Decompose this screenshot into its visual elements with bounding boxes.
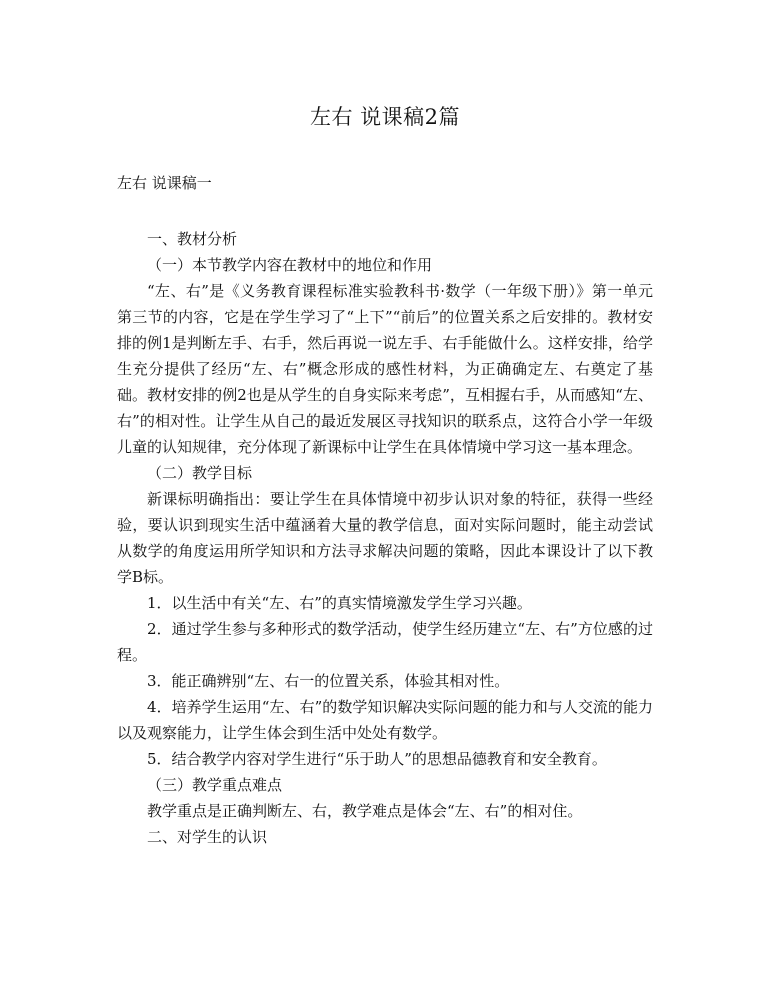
goal-item-5: 5．结合教学内容对学生进行“乐于助人”的思想品德教育和安全教育。	[147, 750, 607, 768]
goal-item-4: 4．培养学生运用“左、右”的数学知识解决实际问题的能力和与人交流的能力以及观察能力，让学生体会到生活中处处有数学。	[117, 698, 653, 742]
subheading-teaching-goals: （二）教学目标	[147, 464, 253, 482]
paragraph-curriculum-standard: 新课标明确指出：要让学生在具体情境中初步认识对象的特征，获得一些经验，要认识到现实生活中蕴涵着大量的教学信息，面对实际问题时，能主动尝试从数学的角度运用所学知识和方法寻求解决问题的策略，因此本课设计了以下教学B标。	[117, 490, 653, 586]
goal-item-2: 2．通过学生参与多种形式的数学活动，使学生经历建立“左、右”方位感的过程。	[117, 620, 653, 664]
document-body	[117, 226, 653, 850]
heading-student-understanding: 二、对学生的认识	[147, 828, 268, 846]
paragraph-key-points: 教学重点是正确判断左、右，教学难点是体会“左、右”的相对住。	[147, 802, 583, 820]
paragraph-textbook-content: “左、右”是《义务教育课程标准实验教科书·数学（一年级下册）》第一单元第三节的内容，它是在学生学习了“上下”“前后”的位置关系之后安排的。教材安排的例1是判断左手、右手，然后再说一说左手、右手能做什么。这样安排，给学生充分提供了经历“左、右”概念形成的感性材料，为正确确定左、右奠定了基础。教材安排的例2也是从学生的自身实际来考虑”，互相握右手，从而感知“左、右”的相对性。让学生从自己的最近发展区寻找知识的联系点，这符合小学一年级儿童的认知规律，充分体现了新课标中让学生在具体情境中学习这一基本理念。	[117, 282, 653, 456]
heading-textbook-analysis: 一、教材分析	[147, 230, 238, 248]
goal-item-1: 1．以生活中有关“左、右”的真实情境激发学生学习兴趣。	[147, 594, 532, 612]
document-title: 左右 说课稿2篇	[309, 105, 461, 129]
section-heading: 左右 说课稿一	[117, 174, 212, 192]
subheading-key-points: （三）教学重点难点	[147, 776, 283, 794]
goal-item-3: 3．能正确辨别“左、右一的位置关系，体验其相对性。	[147, 672, 510, 690]
subheading-position-and-role: （一）本节教学内容在教材中的地位和作用	[147, 256, 433, 274]
